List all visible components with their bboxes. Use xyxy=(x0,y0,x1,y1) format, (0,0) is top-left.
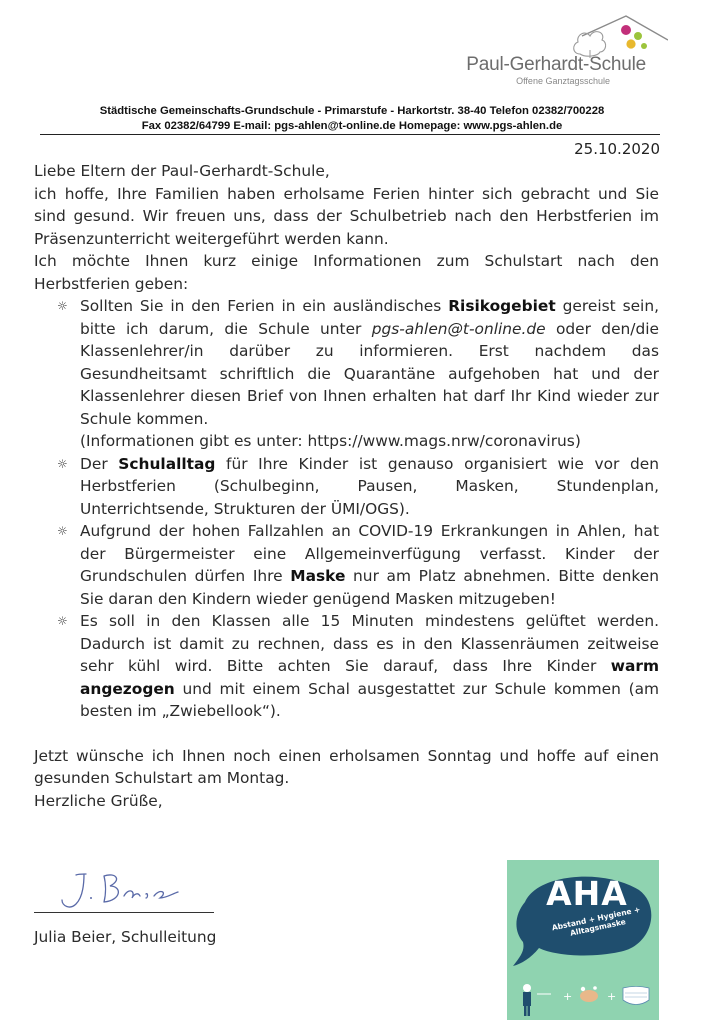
coronavirus-info-link[interactable]: https://www.mags.nrw/coronavirus xyxy=(307,432,575,450)
school-logo xyxy=(458,14,668,84)
letter-body xyxy=(34,160,659,812)
aha-title: AHA xyxy=(546,874,628,913)
svg-text:+: + xyxy=(607,990,617,1003)
sun-icon: ☼ xyxy=(57,456,68,471)
school-logo-tagline: Offene Ganztagsschule xyxy=(516,76,610,86)
list-item: ☼ Aufgrund der hohen Fallzahlen an COVID-19 Erkrankungen in Ahlen, hat der Bürgermeister eine Allgemeinverfügung verfasst. Kinder der Grundschulen dürfen Ihre Maske nur am Platz abnehmen. Bitte denken Sie daran den Kindern wieder genügend Masken mitzugeben! xyxy=(57,522,659,608)
letter-date: 25.10.2020 xyxy=(574,140,660,158)
list-item: ☼ Der Schulalltag für Ihre Kinder ist genauso organisiert wie vor den Herbstferien (Schulbeginn, Pausen, Masken, Stundenplan, Unterrichtsende, Strukturen der ÜMI/OGS). xyxy=(57,454,660,518)
info-list xyxy=(34,295,659,723)
house-tree-logo-icon xyxy=(568,14,668,58)
lead-paragraph: Ich möchte Ihnen kurz einige Informationen zum Schulstart nach den Herbstferien geben: xyxy=(34,252,659,293)
letterhead-contact-line: Fax 02382/64799 E-mail: pgs-ahlen@t-online.de Homepage: www.pgs-ahlen.de xyxy=(141,120,563,132)
sun-icon: ☼ xyxy=(57,524,68,538)
emphasis-maske: Maske xyxy=(290,567,346,585)
emphasis-schulalltag: Schulalltag xyxy=(118,454,216,473)
letterhead xyxy=(40,104,664,134)
intro-paragraph: ich hoffe, Ihre Familien haben erholsame Ferien hinter sich gebracht und Sie sind gesund. Wir freuen uns, dass der Schulbetrieb nach den Herbstferien im Präsenzunterricht weitergeführt werden kann. xyxy=(34,184,659,248)
emphasis-warm-angezogen: warm angezogen xyxy=(80,657,659,698)
letterhead-divider xyxy=(40,134,660,135)
svg-text:+: + xyxy=(563,990,573,1003)
signatory-name: Julia Beier, Schulleitung xyxy=(34,928,217,946)
sun-icon: ☼ xyxy=(57,614,68,628)
school-logo-name: Paul-Gerhardt-Schule xyxy=(466,54,646,75)
list-item: ☼ Sollten Sie in den Ferien in ein ausländisches Risikogebiet gereist sein, bitte ich darum, die Schule unter pgs-ahlen@t-online.de oder den/die Klassenlehrer/in darüber zu informieren. Erst nachdem das Gesundheitsamt schriftlich die Quarantäne aufgehoben hat und der Klassenlehrer diesen Brief von Ihnen erhalten hat darf Ihr Kind wieder zur Schule kommen. (Informationen gibt es unter: https://www.mags.nrw/coronavirus) xyxy=(57,297,660,450)
salutation: Liebe Eltern der Paul-Gerhardt-Schule, xyxy=(34,162,330,180)
letterhead-address-line: Städtische Gemeinschafts-Grundschule - Primarstufe - Harkortstr. 38-40 Telefon 02382/700228 xyxy=(99,105,605,117)
signature-line xyxy=(34,912,214,913)
signature-icon xyxy=(56,868,186,912)
school-email: pgs-ahlen@t-online.de xyxy=(371,319,546,338)
aha-subtitle: Abstand + Hygiene + Alltagsmaske xyxy=(551,904,642,938)
emphasis-risikogebiet: Risikogebiet xyxy=(448,297,556,315)
greeting: Herzliche Grüße, xyxy=(34,791,163,810)
handwritten-signature xyxy=(56,868,186,916)
list-item: ☼ Es soll in den Klassen alle 15 Minuten mindestens gelüftet werden. Dadurch ist damit zu rechnen, dass es in den Klassenräumen zeitweise sehr kühl wird. Bitte achten Sie darauf, dass Ihre Kinder warm angezogen und mit einem Schal ausgestattet zur Schule kommen (am besten im „Zwiebellook“). xyxy=(57,612,659,720)
sun-icon: ☼ xyxy=(57,299,68,313)
closing-paragraph: Jetzt wünsche ich Ihnen noch einen erholsamen Sonntag und hoffe auf einen gesunden Schulstart am Montag. xyxy=(34,746,659,787)
